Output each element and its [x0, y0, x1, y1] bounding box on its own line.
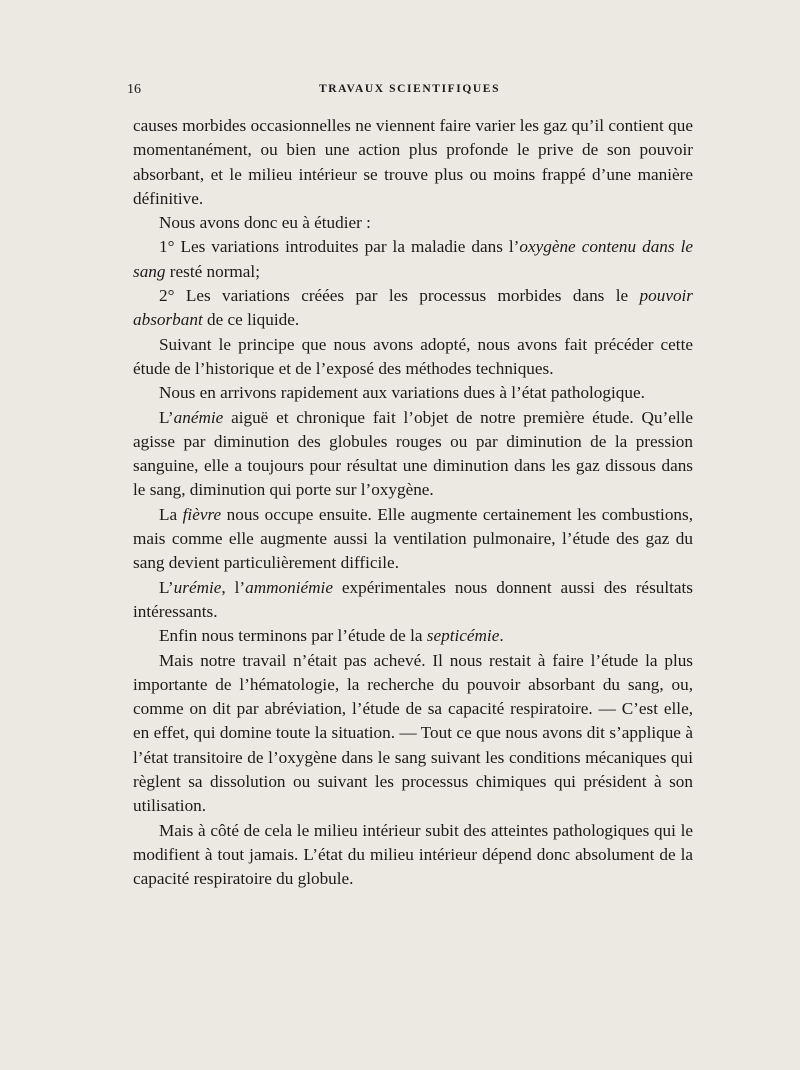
- text-run: Enfin nous terminons par l’étude de la: [159, 626, 427, 646]
- paragraph: [133, 503, 693, 576]
- text-run: , l’: [221, 577, 246, 597]
- text-run: La: [159, 504, 183, 524]
- italic-term: septicémie: [426, 626, 500, 646]
- text-run: 2° Les variations créées par les processus morbides dans le: [159, 286, 640, 306]
- paragraph: [133, 333, 693, 382]
- italic-term: anémie: [173, 407, 224, 427]
- text-run: l’: [508, 237, 520, 257]
- text-run: Mais notre travail n’était pas achevé. Il nous restait à faire l’étude la plus importante de l’hématologie, la recherche du pouvoir absorbant du sang, ou, comme on dit par abréviation, l’étude de sa capacité respiratoire. — C’est elle, en effet, qui domine toute la situation. — Tout ce que nous avons dit s’applique à l’état transitoire de l’oxygène dans le sang suivant les conditions mécaniques qui règlent sa dissolution ou suivant les processus chimiques qui président à son utilisation.: [133, 650, 693, 816]
- paragraph: [133, 211, 693, 235]
- paragraph: [133, 284, 693, 333]
- italic-term: oxygène contenu dans le sang: [133, 237, 693, 281]
- text-run: Nous en arrivons rapidement aux variations dues à l’état pathologique.: [159, 383, 645, 403]
- italic-term: urémie: [173, 577, 222, 597]
- text-run: Nous avons donc eu à étudier :: [159, 213, 371, 233]
- text-run: Mais à côté de cela le milieu intérieur subit des atteintes pathologiques qui le modifient à tout jamais. L’état du milieu intérieur dépend donc absolument de la capacité respiratoire du globule.: [133, 820, 693, 889]
- text-run: aiguë et chronique fait l’objet de notre première étude. Qu’elle agisse par diminution des globules rouges ou par diminution de la pression sanguine, elle a toujours pour résultat une diminution dans les gaz dissous dans le sang, diminution qui porte sur l’oxygène.: [133, 407, 693, 500]
- italic-term: fièvre: [182, 504, 222, 524]
- text-run: nous occupe ensuite. Elle augmente certainement les combustions, mais comme elle augmente aussi la ventilation pulmonaire, l’étude des gaz du sang devient particulièrement difficile.: [133, 504, 693, 573]
- header-title: TRAVAUX SCIENTIFIQUES: [318, 83, 501, 95]
- text-run: L’: [159, 577, 174, 597]
- text-run: causes morbides occasionnelles ne viennent faire varier les gaz qu’il contient que momentanément, ou bien une action plus profonde le prive de son pouvoir absorbant, et le milieu intérieur se trouve plus ou moins frappé d’une manière définitive.: [133, 116, 693, 208]
- italic-term: ammoniémie: [245, 577, 333, 597]
- page-number: 16: [127, 82, 141, 97]
- text-run: resté normal;: [165, 261, 260, 281]
- paragraph: [133, 624, 693, 648]
- paragraph: [133, 381, 693, 405]
- text-run: de ce liquide.: [202, 310, 300, 330]
- italic-term: pouvoir absorbant: [133, 286, 693, 330]
- body-text: [133, 114, 693, 892]
- text-run: 1° Les variations introduites par la maladie dans: [159, 237, 509, 257]
- paragraph: [133, 114, 693, 211]
- paragraph: [133, 819, 693, 892]
- running-head: [127, 82, 692, 104]
- paragraph: [133, 649, 693, 819]
- text-run: expérimentales nous donnent aussi des résultats intéressants.: [133, 577, 693, 621]
- text-run: .: [499, 626, 504, 646]
- text-run: L’: [159, 407, 174, 427]
- text-run: Suivant le principe que nous avons adopté, nous avons fait précéder cette étude de l’historique et de l’exposé des méthodes techniques.: [133, 334, 693, 378]
- paragraph: [133, 406, 693, 503]
- paragraph: [133, 235, 693, 284]
- paragraph: [133, 576, 693, 625]
